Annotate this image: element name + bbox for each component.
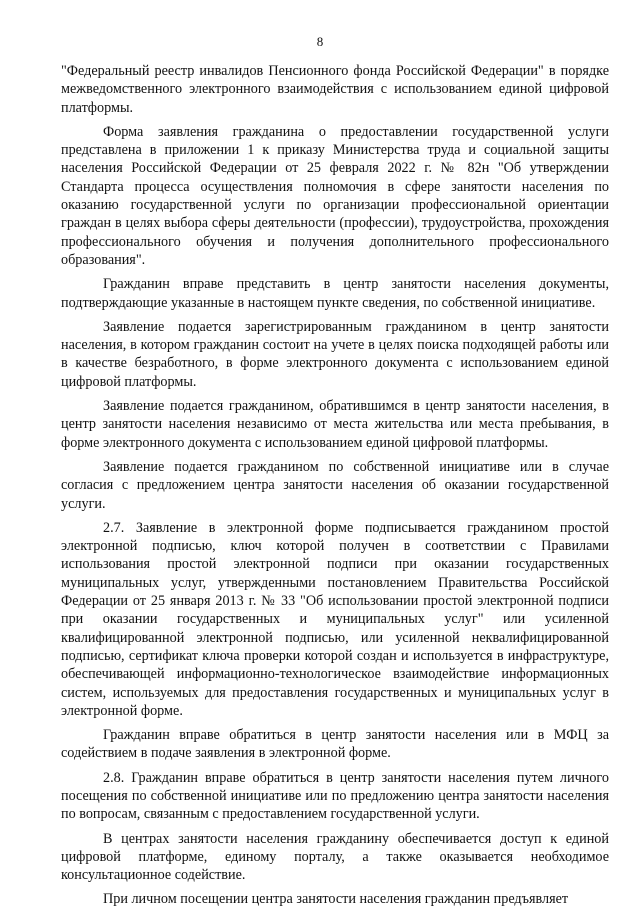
paragraph: В центрах занятости населения гражданину обеспечивается доступ к единой цифровой платформе, единому порталу, а также оказывается необходимое консультационное содействие.: [61, 830, 609, 884]
paragraph: Заявление подается гражданином по собственной инициативе или в случае согласия с предложением центра занятости населения об оказании государственной услуги.: [61, 458, 609, 512]
paragraph: "Федеральный реестр инвалидов Пенсионного фонда Российской Федерации" в порядке межведомственного электронного взаимодействия с использованием единой цифровой платформы.: [61, 63, 609, 116]
paragraph: 2.8. Гражданин вправе обратиться в центр занятости населения путем личного посещения по собственной инициативе или по предложению центра занятости населения по вопросам, связанным с предоставлением государственной услуги.: [61, 769, 609, 823]
paragraph: Гражданин вправе обратиться в центр занятости населения или в МФЦ за содействием в подаче заявления в электронной форме.: [61, 727, 609, 762]
paragraph: Заявление подается зарегистрированным гражданином в центр занятости населения, в котором гражданин состоит на учете в целях поиска подходящей работы или в качестве безработного, в форме электронного документа с использованием единой цифровой платформы.: [61, 318, 609, 390]
paragraph: Форма заявления гражданина о предоставлении государственной услуги представлена в приложении 1 к приказу Министерства труда и социальной защиты населения Российской Федерации от 25 февраля 2022 г. № 82н "Об утверждении Стандарта процесса осуществления полномочия в сфере занятости населения по оказанию государственной услуги по организации профессиональной ориентации граждан в целях выбора сферы деятельности (профессии), трудоустройства, прохождения профессионального обучения и получения дополнительного профессионального образования".: [61, 123, 609, 268]
page-number: 8: [316, 34, 324, 49]
paragraph: 2.7. Заявление в электронной форме подписывается гражданином простой электронной подписью, ключ которой получен в соответствии с Правилами использования простой электронной подписи при оказании государственных муниципальных услуг, утвержденными постановлением Правительства Российской Федерации от 25 января 2013 г. № 33 "Об использовании простой электронной подписи при оказании государственных и муниципальных услуг" или усиленной квалифицированной электронной подписью, или усиленной неквалифицированной подписью, сертификат ключа проверки которой создан и используется в инфраструктуре, обеспечивающей информационно-технологическое взаимодействие информационных систем, используемых для предоставления государственных и муниципальных услуг в электронной форме.: [61, 519, 609, 719]
document-body: [61, 62, 609, 909]
paragraph: При личном посещении центра занятости населения гражданин предъявляет: [103, 891, 569, 908]
paragraph: Гражданин вправе представить в центр занятости населения документы, подтверждающие указанные в настоящем пункте сведения, по собственной инициативе.: [61, 276, 609, 311]
paragraph: Заявление подается гражданином, обратившимся в центр занятости населения, в центр занятости населения независимо от места жительства или места пребывания, в форме электронного документа с использованием единой цифровой платформы.: [61, 398, 609, 451]
